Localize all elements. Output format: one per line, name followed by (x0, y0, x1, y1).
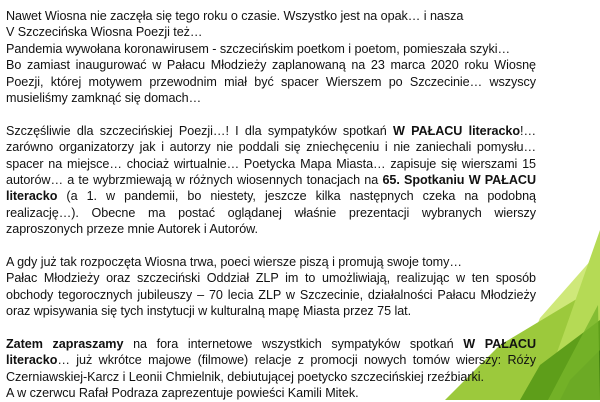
article-text (6, 8, 536, 402)
bold-invitation: Zatem zapraszamy (6, 337, 124, 352)
paragraph-line: Pandemia wywołana koronawirusem - szczecińskim poetkom i poetom, pomieszała szyki… (6, 41, 511, 56)
bold-event-name: W PAŁACU literacko (6, 337, 536, 368)
paragraph: Zatem zapraszamy na fora internetowe wszystkich sympatyków spotkań W PAŁACU literacko… już wkrótce majowe (filmowe) relacje z promocji nowych tomów wierszy: Róży Czerniawskiej-Karcz i Leonii Chmielnik, debiutującej poetycko szczecińskiej rzeźbiarki. (6, 337, 536, 384)
bold-event-title: 65. Spotkaniu W PAŁACU literacko (6, 173, 537, 204)
paragraph: Szczęśliwie dla szczecińskiej Poezji…! I dla sympatyków spotkań W PAŁACU literacko!… zarówno organizatorzy jak i autorzy nie poddali się zniechęceniu i nie zaniechali pomysłu… spacer na miejsce… chociaż wirtualnie… Poetycka Mapa Miasta… zapisuje się wierszami 15 autorów… a te wybrzmiewają w różnych wiosennych tonacjach na 65. Spotkaniu W PAŁACU literacko (a 1. w pandemii, bo niestety, jeszcze kilka następnych czeka na podobną realizację…). Obecne ma postać oglądanej właśnie prezentacji wybranych wierszy zaproszonych przeze mnie Autorek i Autorów. (6, 123, 537, 237)
paragraph-line: V Szczecińska Wiosna Poezji też… (6, 25, 203, 40)
paragraph-line: A w czerwcu Rafał Podraza zaprezentuje powieści Kamili Mitek. (6, 386, 359, 401)
paragraph: Pałac Młodzieży oraz szczeciński Oddział ZLP im to umożliwiają, realizując w ten sposób obchody tegorocznych jubileuszy – 70 lecia ZLP w Szczecinie, działalności Pałacu Młodzieży oraz wpisywania się tych instytucji w kulturalną mapę Miasta przez 75 lat. (6, 271, 536, 319)
paragraph-line: A gdy już tak rozpoczęta Wiosna trwa, poeci wiersze piszą i promują swoje tomy… (6, 255, 462, 270)
paragraph: Bo zamiast inaugurować w Pałacu Młodzieży zaplanowaną na 23 marca 2020 roku Wiosnę Poezji, której motywem przewodnim miał być spacer Wierszem po Szczecinie… wszyscy musieliśmy zamknąć się domach… (6, 58, 536, 106)
bold-event-name: W PAŁACU literacko (392, 123, 520, 138)
paragraph-line: Nawet Wiosna nie zaczęła się tego roku o czasie. Wszystko jest na opak… i nasza (6, 9, 464, 23)
